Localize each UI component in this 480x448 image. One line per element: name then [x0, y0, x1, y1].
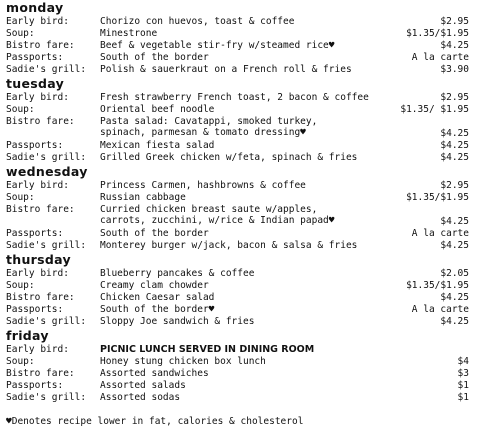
day-heading-wednesday: wednesday [6, 164, 88, 179]
row-item: Assorted salads [100, 380, 186, 391]
row-label: Early bird: [6, 92, 69, 103]
row-label: Bistro fare: [6, 368, 75, 379]
row-item: Sloppy Joe sandwich & fries [100, 316, 255, 327]
row-price: $3 [457, 368, 469, 379]
row-label: Passports: [6, 380, 64, 391]
row-price: $1.35/$1.95 [406, 280, 469, 291]
row-label: Early bird: [6, 344, 69, 355]
row-label: Soup: [6, 104, 35, 115]
row-label: Soup: [6, 28, 35, 39]
row-price: A la carte [411, 228, 469, 239]
row-price: A la carte [411, 304, 469, 315]
row-item: Beef & vegetable stir-fry w/steamed rice♥ [100, 40, 335, 51]
row-price: $1.35/$1.95 [406, 192, 469, 203]
row-item: Minestrone [100, 28, 158, 39]
row-price: $2.05 [440, 268, 469, 279]
row-item: Oriental beef noodle [100, 104, 215, 115]
row-item: Chorizo con huevos, toast & coffee [100, 16, 295, 27]
row-label: Early bird: [6, 180, 69, 191]
row-price: $4.25 [440, 128, 469, 139]
row-price: $4.25 [440, 292, 469, 303]
row-price: $4.25 [440, 40, 469, 51]
row-price: $4.25 [440, 240, 469, 251]
row-price: $4 [457, 356, 469, 367]
row-label: Bistro fare: [6, 40, 75, 51]
row-price: $2.95 [440, 16, 469, 27]
row-item: Pasta salad: Cavatappi, smoked turkey, spinach, parmesan & tomato dressing♥ [100, 116, 318, 138]
day-heading-tuesday: tuesday [6, 76, 65, 91]
row-label: Sadie's grill: [6, 64, 87, 75]
row-price: $4.25 [440, 216, 469, 227]
row-price: $2.95 [440, 180, 469, 191]
row-price: $1.35/ $1.95 [400, 104, 469, 115]
row-price: $1 [457, 392, 469, 403]
row-label: Early bird: [6, 268, 69, 279]
row-label: Passports: [6, 228, 64, 239]
row-item: Chicken Caesar salad [100, 292, 215, 303]
row-item: South of the border♥ [100, 304, 215, 315]
row-label: Bistro fare: [6, 292, 75, 303]
row-item: Assorted sandwiches [100, 368, 209, 379]
row-price: $1 [457, 380, 469, 391]
row-label: Soup: [6, 356, 35, 367]
row-price: $1.35/$1.95 [406, 28, 469, 39]
day-heading-monday: monday [6, 0, 64, 15]
row-item: Princess Carmen, hashbrowns & coffee [100, 180, 306, 191]
row-item: South of the border [100, 52, 209, 63]
row-price: $4.25 [440, 152, 469, 163]
row-item: Mexican fiesta salad [100, 140, 215, 151]
footnote: ♥Denotes recipe lower in fat, calories & cholesterol [6, 416, 304, 427]
row-item-announcement: PICNIC LUNCH SERVED IN DINING ROOM [100, 344, 315, 355]
row-item: Creamy clam chowder [100, 280, 209, 291]
row-label: Bistro fare: [6, 204, 75, 215]
row-label: Sadie's grill: [6, 392, 87, 403]
day-heading-thursday: thursday [6, 252, 71, 267]
row-price: $4.25 [440, 316, 469, 327]
row-label: Passports: [6, 52, 64, 63]
row-label: Bistro fare: [6, 116, 75, 127]
row-item: Assorted sodas [100, 392, 181, 403]
row-price: A la carte [411, 52, 469, 63]
row-item: Monterey burger w/jack, bacon & salsa & fries [100, 240, 358, 251]
row-label: Sadie's grill: [6, 240, 87, 251]
day-heading-friday: friday [6, 328, 49, 343]
row-label: Soup: [6, 280, 35, 291]
row-item: Grilled Greek chicken w/feta, spinach & fries [100, 152, 358, 163]
row-item: Honey stung chicken box lunch [100, 356, 266, 367]
row-price: $3.90 [440, 64, 469, 75]
row-label: Early bird: [6, 16, 69, 27]
row-label: Sadie's grill: [6, 316, 87, 327]
row-item: Curried chicken breast saute w/apples, carrots, zucchini, w/rice & Indian papad♥ [100, 204, 335, 226]
row-item: Polish & sauerkraut on a French roll & fries [100, 64, 352, 75]
row-price: $4.25 [440, 140, 469, 151]
row-item: Blueberry pancakes & coffee [100, 268, 255, 279]
row-label: Passports: [6, 304, 64, 315]
row-price: $2.95 [440, 92, 469, 103]
row-label: Soup: [6, 192, 35, 203]
row-item: Fresh strawberry French toast, 2 bacon & coffee [100, 92, 369, 103]
row-label: Passports: [6, 140, 64, 151]
row-item: Russian cabbage [100, 192, 186, 203]
row-label: Sadie's grill: [6, 152, 87, 163]
row-item: South of the border [100, 228, 209, 239]
